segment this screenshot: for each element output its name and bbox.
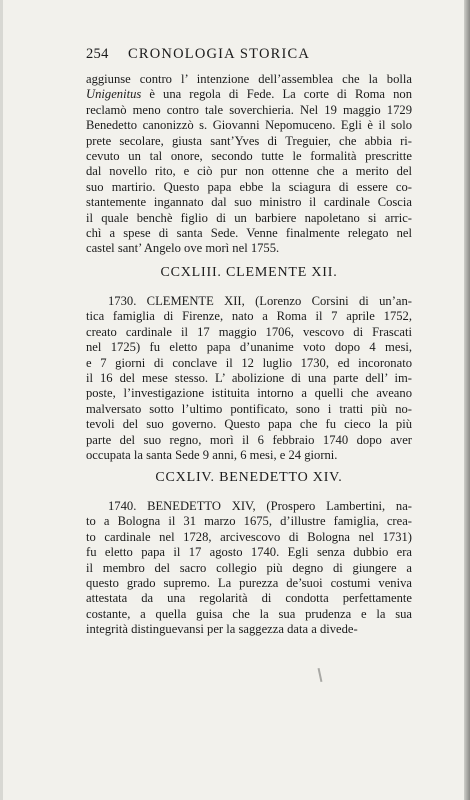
- text-line: il membro del sacro collegio più degno di giungere a: [86, 560, 412, 575]
- text-line: poste, l’investigazione istituita intorno a quelli che aveano: [86, 386, 412, 401]
- text-line: castel sant’ Angelo ove morì nel 1755.: [86, 241, 280, 256]
- text-line: attestata da una regolarità di condotta perfettamente: [86, 591, 412, 606]
- text-line: 1740. BENEDETTO XIV, (Prospero Lambertini, na-: [108, 499, 412, 513]
- text-line: tevoli del suo governo. Questo papa che fu cieco la più: [86, 417, 412, 432]
- text-line: integrità distinguevansi per la saggezza data a divede-: [86, 622, 358, 637]
- page-number: 254: [86, 46, 109, 62]
- text-line: questo grado supremo. La purezza de’suoi costumi veniva: [86, 576, 412, 591]
- running-head: [86, 46, 408, 66]
- paragraph-benedetto-xiv: [86, 499, 412, 638]
- text-line: reclamò meno contro tale soverchieria. Nel 19 maggio 1729: [86, 102, 412, 117]
- text-line: stantemente ingannato dal suo ministro il cardinale Coscia: [86, 195, 412, 210]
- page-left-edge: [0, 0, 3, 800]
- text-line: parte del suo regno, morì il 6 febbraio 1740 dopo aver: [86, 432, 412, 447]
- text-line: Unigenitus è una regola di Fede. La corte di Roma non: [86, 87, 412, 102]
- text-line: nel 1725) fu eletto papa d’unanime voto dopo 4 mesi,: [86, 340, 412, 355]
- paragraph-continued: [86, 72, 412, 257]
- paragraph-clemente-xii: [86, 294, 412, 463]
- text-line: 1730. CLEMENTE XII, (Lorenzo Corsini di un’an-: [108, 294, 412, 308]
- text-line: to cardinale nel 1728, arcivescovo di Bologna nel 1731): [86, 529, 412, 544]
- ink-mark: [318, 668, 323, 682]
- text-line: to a Bologna il 31 marzo 1675, d’illustre famiglia, crea-: [86, 514, 412, 529]
- text-line: costante, a quella guisa che la sua prudenza e la sua: [86, 606, 412, 621]
- text-line: malversato sotto l’ultimo pontificato, sono i tratti più no-: [86, 401, 412, 416]
- text-line: chì a spese di santa Sede. Venne finalmente relegato nel: [86, 226, 412, 241]
- section-heading-ccxliv: CCXLIV. BENEDETTO XIV.: [155, 470, 343, 485]
- page-right-edge: [464, 0, 470, 800]
- text-line: suo martirio. Questo papa ebbe la sciagura di essere co-: [86, 179, 412, 194]
- text-line: occupata la santa Sede 9 anni, 6 mesi, e 24 giorni.: [86, 448, 338, 463]
- text-line: cevuto un tal onore, secondo tutte le formalità prescritte: [86, 149, 412, 164]
- text-line: il quale benchè figlio di un barbiere napoletano si arric-: [86, 210, 412, 225]
- text-line: e 7 giorni di conclave il 12 luglio 1730, ed incoronato: [86, 355, 412, 370]
- text-line: dal novello rito, e ciò pur non ottenne che a merito del: [86, 164, 412, 179]
- running-title: CRONOLOGIA STORICA: [128, 46, 311, 62]
- text-line: fu eletto papa il 17 agosto 1740. Egli senza dubbio era: [86, 545, 412, 560]
- section-heading-ccxliii: CCXLIII. CLEMENTE XII.: [160, 265, 338, 280]
- text-line: tica famiglia di Firenze, nato a Roma il 7 aprile 1752,: [86, 309, 412, 324]
- text-line: il 16 del mese stesso. L’ abolizione di una parte dell’ im-: [86, 371, 412, 386]
- text-line: aggiunse contro l’ intenzione dell’assemblea che la bolla: [86, 72, 412, 86]
- text-line: creato cardinale il 17 maggio 1706, vescovo di Frascati: [86, 324, 412, 339]
- text-line: Benedetto canonizzò s. Giovanni Nepomuceno. Egli è il solo: [86, 118, 412, 133]
- text-line: prete secolare, giusta sant’Yves di Treguier, che abbia ri-: [86, 133, 412, 148]
